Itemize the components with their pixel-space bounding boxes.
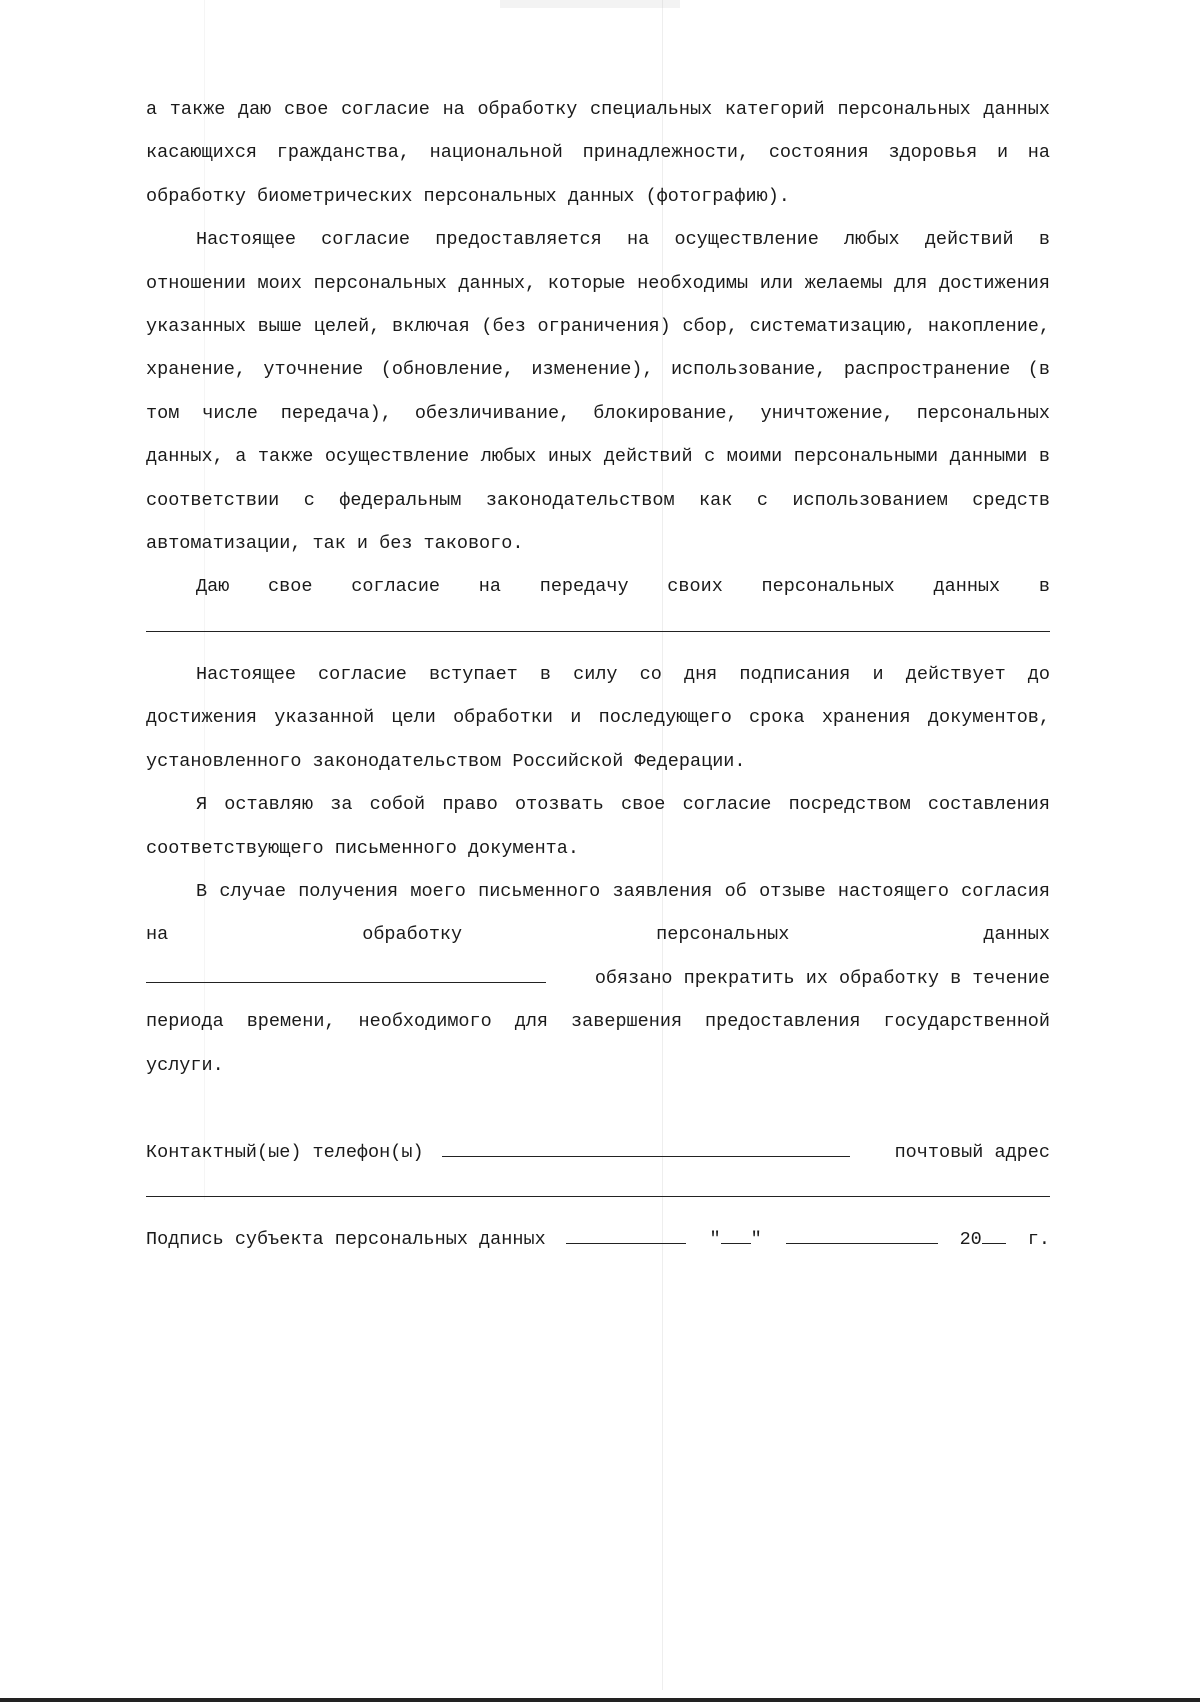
address-label: почтовый адрес xyxy=(894,1141,1050,1163)
document-body xyxy=(146,88,1050,1262)
date-day: " " xyxy=(710,1218,762,1261)
phone-label: Контактный(ые) телефон(ы) xyxy=(146,1141,424,1163)
date-year: 20 xyxy=(960,1218,1006,1261)
paragraph-validity: Настоящее согласие вступает в силу со дня подписания и действует до достижения указанной цели обработки и последующего срока хранения документов, установленного законодательством Российской Федерации. xyxy=(146,663,1050,772)
year-suffix: г. xyxy=(1027,1229,1050,1251)
year-blank xyxy=(982,1223,1006,1244)
signature-blank xyxy=(566,1223,686,1244)
operator-name-blank xyxy=(146,961,546,982)
paragraph-revocation-rest: периода времени, необходимого для завершения предоставления государственной услуги. xyxy=(146,1011,1050,1076)
transfer-recipient-blank xyxy=(146,609,1050,632)
address-blank xyxy=(146,1174,1050,1197)
paragraph-revocation-line1: В случае получения моего письменного заявления об отзыве настоящего согласия на обработку персональных данных xyxy=(146,880,1050,946)
month-blank xyxy=(786,1223,938,1244)
paragraph-transfer: Даю свое согласие на передачу своих персональных данных в xyxy=(196,576,1050,598)
phone-blank xyxy=(442,1136,850,1157)
signature-label: Подпись субъекта персональных данных xyxy=(146,1229,546,1251)
paragraph-special-categories: а также даю свое согласие на обработку специальных категорий персональных данных касающихся гражданства, национальной принадлежности, состояния здоровья и на обработку биометрических персональных данных (фотографию). xyxy=(146,99,1050,207)
scan-noise-dots-top xyxy=(500,0,680,8)
spacer xyxy=(146,1087,1050,1127)
obliged-text: обязано прекратить их обработку в течение xyxy=(594,967,1050,989)
paragraph-actions: Настоящее согласие предоставляется на осуществление любых действий в отношении моих персональных данных, которые необходимы или желаемы для достижения указанных выше целей, включая (без ограничения) сбор, систематизацию, накопление, хранение, уточнение (обновление, изменение), использование, распространение (в том числе передача), обезличивание, блокирование, уничтожение, персональных данных, а также осуществление любых иных действий с моими персональными данными в соответствии с федеральным законодательством как с использованием средств автоматизации, так и без такового. xyxy=(146,229,1050,555)
paragraph-revocation-right: Я оставляю за собой право отозвать свое согласие посредством составления соответствующего письменного документа. xyxy=(146,794,1050,859)
signature-row xyxy=(146,1218,1050,1261)
scan-bottom-edge xyxy=(0,1698,1200,1702)
contact-row xyxy=(146,1131,1050,1174)
obliged-row xyxy=(146,957,1050,1000)
day-blank xyxy=(721,1223,751,1244)
